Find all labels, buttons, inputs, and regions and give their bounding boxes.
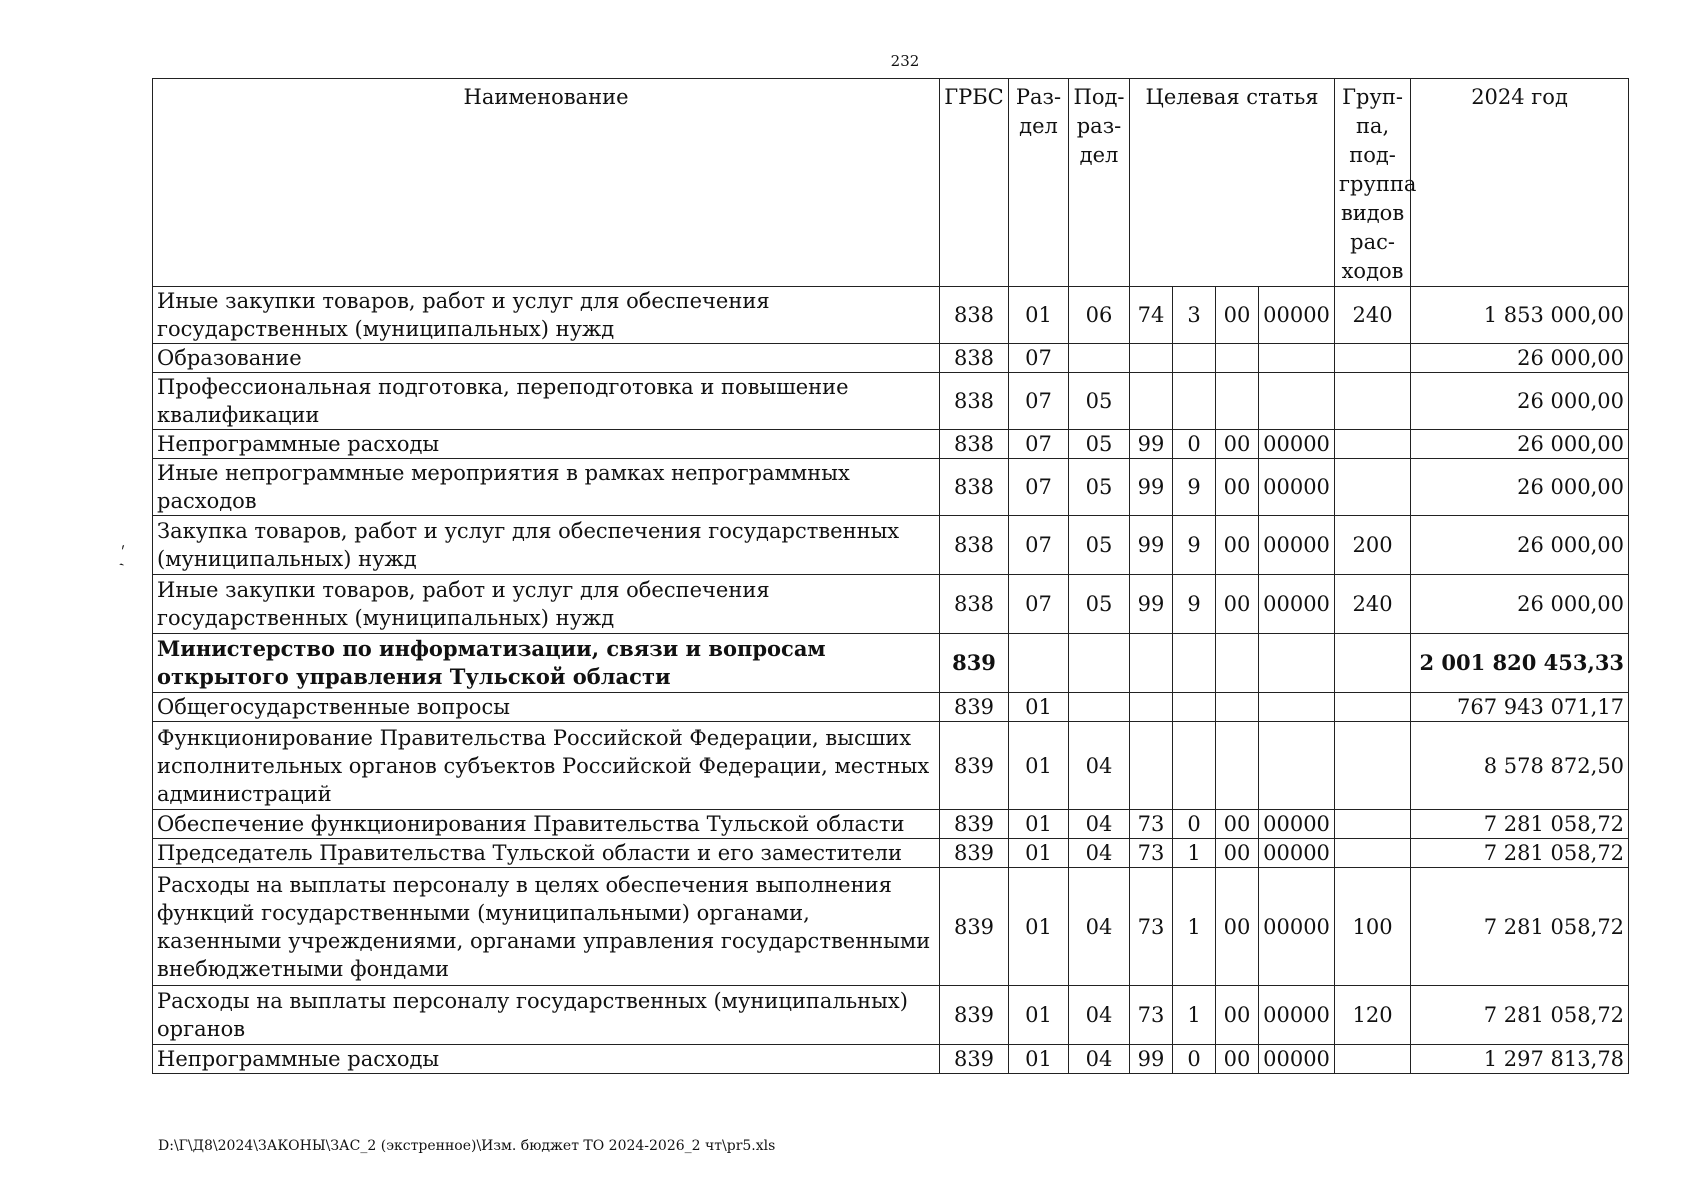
table-row xyxy=(153,634,1629,693)
row-target-direction: 00000 xyxy=(1259,986,1335,1045)
row-target-direction: 00000 xyxy=(1259,287,1335,344)
row-expense-group: 120 xyxy=(1335,986,1411,1045)
row-amount: 1 853 000,00 xyxy=(1411,287,1629,344)
row-podrazdel: 04 xyxy=(1069,839,1130,868)
row-target-direction: 00000 xyxy=(1259,868,1335,986)
row-target-main-event xyxy=(1216,373,1259,430)
row-target-program: 73 xyxy=(1130,868,1173,986)
row-grbs: 839 xyxy=(940,810,1009,839)
row-grbs: 838 xyxy=(940,344,1009,373)
row-razdel: 01 xyxy=(1009,986,1069,1045)
table-row xyxy=(153,986,1629,1045)
row-target-main-event: 00 xyxy=(1216,287,1259,344)
page-number: 232 xyxy=(890,52,920,70)
row-grbs: 839 xyxy=(940,693,1009,722)
row-target-direction: 00000 xyxy=(1259,839,1335,868)
row-podrazdel: 05 xyxy=(1069,459,1130,516)
row-name: Непрограммные расходы xyxy=(153,430,940,459)
row-target-subprogram: 1 xyxy=(1173,839,1216,868)
row-name: Образование xyxy=(153,344,940,373)
table-row xyxy=(153,430,1629,459)
row-target-direction xyxy=(1259,722,1335,810)
row-razdel: 07 xyxy=(1009,373,1069,430)
row-expense-group xyxy=(1335,459,1411,516)
row-grbs: 838 xyxy=(940,430,1009,459)
row-grbs: 838 xyxy=(940,287,1009,344)
row-name: Расходы на выплаты персоналу государственных (муниципальных) органов xyxy=(153,986,940,1045)
row-target-subprogram xyxy=(1173,693,1216,722)
row-grbs: 839 xyxy=(940,986,1009,1045)
row-amount: 26 000,00 xyxy=(1411,373,1629,430)
row-target-subprogram: 9 xyxy=(1173,459,1216,516)
row-target-subprogram: 9 xyxy=(1173,575,1216,634)
row-podrazdel: 05 xyxy=(1069,575,1130,634)
table-row xyxy=(153,868,1629,986)
row-podrazdel xyxy=(1069,693,1130,722)
row-podrazdel: 04 xyxy=(1069,986,1130,1045)
row-target-direction xyxy=(1259,693,1335,722)
row-razdel: 07 xyxy=(1009,430,1069,459)
table-row xyxy=(153,575,1629,634)
table-body xyxy=(153,287,1629,1074)
row-target-main-event: 00 xyxy=(1216,810,1259,839)
row-target-direction: 00000 xyxy=(1259,516,1335,575)
row-target-program: 74 xyxy=(1130,287,1173,344)
row-amount: 1 297 813,78 xyxy=(1411,1045,1629,1074)
row-target-subprogram: 0 xyxy=(1173,810,1216,839)
row-target-program: 99 xyxy=(1130,516,1173,575)
row-podrazdel: 04 xyxy=(1069,868,1130,986)
row-grbs: 838 xyxy=(940,516,1009,575)
row-target-direction xyxy=(1259,373,1335,430)
table-row xyxy=(153,810,1629,839)
row-target-direction xyxy=(1259,344,1335,373)
row-name: Министерство по информатизации, связи и вопросам открытого управления Тульской области xyxy=(153,634,940,693)
row-expense-group xyxy=(1335,634,1411,693)
row-target-program: 99 xyxy=(1130,430,1173,459)
row-target-direction xyxy=(1259,634,1335,693)
header-podrazdel: Под- раз- дел xyxy=(1069,79,1130,287)
row-razdel xyxy=(1009,634,1069,693)
row-razdel: 01 xyxy=(1009,722,1069,810)
row-amount: 8 578 872,50 xyxy=(1411,722,1629,810)
row-podrazdel: 06 xyxy=(1069,287,1130,344)
header-razdel: Раз- дел xyxy=(1009,79,1069,287)
row-amount: 26 000,00 xyxy=(1411,516,1629,575)
row-name: Общегосударственные вопросы xyxy=(153,693,940,722)
row-razdel: 01 xyxy=(1009,287,1069,344)
row-target-subprogram: 1 xyxy=(1173,868,1216,986)
row-target-main-event: 00 xyxy=(1216,575,1259,634)
row-target-main-event xyxy=(1216,722,1259,810)
footer-file-path: D:\Г\Д8\2024\ЗАКОНЫ\ЗАС_2 (экстренное)\Изм. бюджет ТО 2024-2026_2 чт\pr5.xls xyxy=(158,1138,776,1154)
row-amount: 26 000,00 xyxy=(1411,459,1629,516)
row-name: Профессиональная подготовка, переподготовка и повышение квалификации xyxy=(153,373,940,430)
row-expense-group xyxy=(1335,722,1411,810)
row-razdel: 07 xyxy=(1009,575,1069,634)
header-target-article: Целевая статья xyxy=(1130,79,1335,287)
row-razdel: 07 xyxy=(1009,516,1069,575)
row-target-main-event: 00 xyxy=(1216,1045,1259,1074)
budget-table xyxy=(152,78,1629,1074)
row-amount: 7 281 058,72 xyxy=(1411,986,1629,1045)
row-grbs: 839 xyxy=(940,722,1009,810)
row-grbs: 839 xyxy=(940,634,1009,693)
header-expense-group: Груп- па, под- группа видов рас- ходов xyxy=(1335,79,1411,287)
header-name: Наименование xyxy=(153,79,940,287)
row-target-program: 73 xyxy=(1130,839,1173,868)
row-target-main-event xyxy=(1216,693,1259,722)
row-name: Закупка товаров, работ и услуг для обеспечения государственных (муниципальных) нужд xyxy=(153,516,940,575)
row-target-main-event: 00 xyxy=(1216,868,1259,986)
row-target-subprogram xyxy=(1173,722,1216,810)
row-target-subprogram: 0 xyxy=(1173,430,1216,459)
table-row xyxy=(153,459,1629,516)
row-amount: 2 001 820 453,33 xyxy=(1411,634,1629,693)
table-row xyxy=(153,287,1629,344)
row-expense-group: 200 xyxy=(1335,516,1411,575)
row-podrazdel: 04 xyxy=(1069,810,1130,839)
table-row xyxy=(153,516,1629,575)
row-target-main-event xyxy=(1216,344,1259,373)
row-podrazdel xyxy=(1069,344,1130,373)
row-target-subprogram: 0 xyxy=(1173,1045,1216,1074)
row-expense-group xyxy=(1335,693,1411,722)
row-grbs: 838 xyxy=(940,373,1009,430)
row-target-main-event: 00 xyxy=(1216,986,1259,1045)
row-expense-group xyxy=(1335,430,1411,459)
row-expense-group: 240 xyxy=(1335,287,1411,344)
header-row xyxy=(153,79,1629,287)
row-target-direction: 00000 xyxy=(1259,1045,1335,1074)
row-target-program xyxy=(1130,693,1173,722)
row-expense-group xyxy=(1335,344,1411,373)
row-target-program: 73 xyxy=(1130,810,1173,839)
row-target-main-event: 00 xyxy=(1216,430,1259,459)
row-target-direction: 00000 xyxy=(1259,810,1335,839)
handwritten-tick-mark: ˏ´ xyxy=(111,542,134,569)
row-target-program xyxy=(1130,373,1173,430)
row-target-program xyxy=(1130,344,1173,373)
row-target-direction: 00000 xyxy=(1259,430,1335,459)
row-razdel: 07 xyxy=(1009,459,1069,516)
row-target-direction: 00000 xyxy=(1259,459,1335,516)
row-target-subprogram xyxy=(1173,344,1216,373)
row-target-program: 99 xyxy=(1130,1045,1173,1074)
row-name: Председатель Правительства Тульской области и его заместители xyxy=(153,839,940,868)
row-target-main-event: 00 xyxy=(1216,839,1259,868)
row-grbs: 839 xyxy=(940,1045,1009,1074)
row-expense-group xyxy=(1335,810,1411,839)
row-amount: 7 281 058,72 xyxy=(1411,810,1629,839)
row-grbs: 838 xyxy=(940,459,1009,516)
row-target-program xyxy=(1130,722,1173,810)
row-target-subprogram: 1 xyxy=(1173,986,1216,1045)
row-podrazdel xyxy=(1069,634,1130,693)
row-name: Обеспечение функционирования Правительства Тульской области xyxy=(153,810,940,839)
row-podrazdel: 05 xyxy=(1069,516,1130,575)
row-name: Иные закупки товаров, работ и услуг для обеспечения государственных (муниципальных) нужд xyxy=(153,287,940,344)
row-target-program: 99 xyxy=(1130,459,1173,516)
row-expense-group: 240 xyxy=(1335,575,1411,634)
row-name: Непрограммные расходы xyxy=(153,1045,940,1074)
row-name: Иные непрограммные мероприятия в рамках непрограммных расходов xyxy=(153,459,940,516)
row-amount: 7 281 058,72 xyxy=(1411,839,1629,868)
row-expense-group: 100 xyxy=(1335,868,1411,986)
row-podrazdel: 04 xyxy=(1069,1045,1130,1074)
row-expense-group xyxy=(1335,839,1411,868)
row-razdel: 07 xyxy=(1009,344,1069,373)
table-row xyxy=(153,839,1629,868)
table-row xyxy=(153,693,1629,722)
row-target-direction: 00000 xyxy=(1259,575,1335,634)
row-podrazdel: 04 xyxy=(1069,722,1130,810)
row-name: Функционирование Правительства Российской Федерации, высших исполнительных органов субъектов Российской Федерации, местных администраций xyxy=(153,722,940,810)
table-row xyxy=(153,373,1629,430)
row-razdel: 01 xyxy=(1009,810,1069,839)
row-podrazdel: 05 xyxy=(1069,373,1130,430)
row-amount: 26 000,00 xyxy=(1411,430,1629,459)
row-grbs: 838 xyxy=(940,575,1009,634)
row-podrazdel: 05 xyxy=(1069,430,1130,459)
header-grbs: ГРБС xyxy=(940,79,1009,287)
table-row xyxy=(153,1045,1629,1074)
row-target-program: 73 xyxy=(1130,986,1173,1045)
row-razdel: 01 xyxy=(1009,1045,1069,1074)
row-amount: 26 000,00 xyxy=(1411,575,1629,634)
row-name: Расходы на выплаты персоналу в целях обеспечения выполнения функций государственными (муниципальными) органами, казенными учреждениями, органами управления государственными внебюджетными фондами xyxy=(153,868,940,986)
row-razdel: 01 xyxy=(1009,839,1069,868)
row-name: Иные закупки товаров, работ и услуг для обеспечения государственных (муниципальных) нужд xyxy=(153,575,940,634)
row-grbs: 839 xyxy=(940,868,1009,986)
row-amount: 7 281 058,72 xyxy=(1411,868,1629,986)
table-row xyxy=(153,722,1629,810)
row-amount: 26 000,00 xyxy=(1411,344,1629,373)
row-target-subprogram: 3 xyxy=(1173,287,1216,344)
row-expense-group xyxy=(1335,1045,1411,1074)
row-target-subprogram xyxy=(1173,634,1216,693)
row-amount: 767 943 071,17 xyxy=(1411,693,1629,722)
row-grbs: 839 xyxy=(940,839,1009,868)
row-target-subprogram xyxy=(1173,373,1216,430)
row-target-subprogram: 9 xyxy=(1173,516,1216,575)
table-row xyxy=(153,344,1629,373)
row-target-program xyxy=(1130,634,1173,693)
row-target-main-event: 00 xyxy=(1216,459,1259,516)
header-year: 2024 год xyxy=(1411,79,1629,287)
row-target-program: 99 xyxy=(1130,575,1173,634)
row-target-main-event xyxy=(1216,634,1259,693)
row-razdel: 01 xyxy=(1009,868,1069,986)
row-razdel: 01 xyxy=(1009,693,1069,722)
row-target-main-event: 00 xyxy=(1216,516,1259,575)
row-expense-group xyxy=(1335,373,1411,430)
